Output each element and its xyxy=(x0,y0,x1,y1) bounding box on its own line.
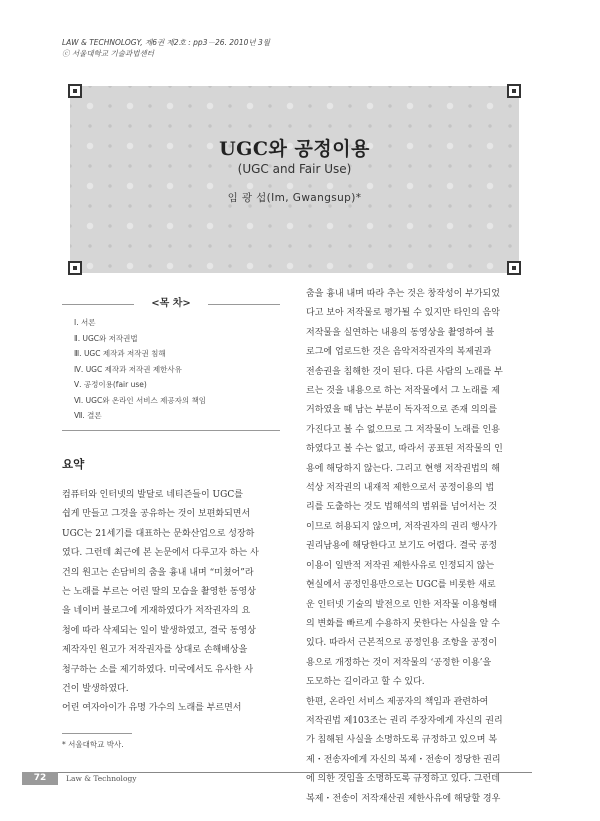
text-line: 도모하는 길이라고 할 수 있다. xyxy=(306,677,425,688)
text-line: 이므로 허용되지 않으며, 저작권자의 권리 행사가 xyxy=(306,521,498,532)
left-column-text xyxy=(62,486,284,719)
corner-ornament-icon xyxy=(68,84,82,98)
toc-item: Ⅱ. UGC와 저작권법 xyxy=(74,333,138,343)
corner-ornament-icon xyxy=(68,261,82,275)
text-line: 용으로 개정하는 것이 저작물의 ‘공정한 이용’을 xyxy=(306,657,492,668)
text-line: 석상 저작권의 내재적 제한으로서 공정이용의 법 xyxy=(306,483,495,494)
toc-divider xyxy=(62,430,280,431)
text-line: 쉽게 만들고 그것을 공유하는 것이 보편화되면서 xyxy=(62,509,251,520)
toc-heading: <목 차> xyxy=(151,298,191,309)
journal-citation: LAW & TECHNOLOGY, 제6권 제2호 : pp3－26. 2010년 3월 xyxy=(62,38,271,47)
text-line: 리를 도출하는 것도 법해석의 범위를 넘어서는 것 xyxy=(306,502,498,513)
right-column-text xyxy=(306,285,528,809)
toc-item: Ⅳ. UGC 제작과 저작권 제한사유 xyxy=(74,364,182,374)
text-line: 청구하는 소를 제기하였다. 미국에서도 유사한 사 xyxy=(62,664,254,675)
title-block xyxy=(70,86,519,273)
text-line: 컴퓨터와 인터넷의 발달로 네티즌들이 UGC를 xyxy=(62,490,243,500)
toc-item: Ⅴ. 공정이용(fair use) xyxy=(74,380,147,389)
toc-item: Ⅶ. 결론 xyxy=(74,411,102,420)
text-line: 는 노래를 부르는 어린 딸의 모습을 촬영한 동영상 xyxy=(62,587,256,598)
text-line: UGC는 21세기를 대표하는 문화산업으로 성장하 xyxy=(62,528,255,539)
text-line: 이용이 일반적 저작권 제한사유로 인정되지 않는 xyxy=(306,560,495,571)
toc-item: Ⅵ. UGC와 온라인 서비스 제공자의 책임 xyxy=(74,395,206,405)
abstract-heading: 요약 xyxy=(62,457,85,471)
text-line: 한편, 온라인 서비스 제공자의 책임과 관련하여 xyxy=(306,696,489,707)
text-line: 어린 여자아이가 유명 가수의 노래를 부르면서 xyxy=(62,703,242,714)
text-line: 의 변화를 빠르게 수용하지 못한다는 사실을 알 수 xyxy=(306,618,500,629)
text-line: 에 의한 것임을 소명하도록 규정하고 있다. 그런데 xyxy=(306,774,500,785)
text-line: 용에 해당하지 않는다. 그리고 현행 저작권법의 해 xyxy=(306,463,500,474)
text-line: 였다. 그런데 최근에 본 논문에서 다루고자 하는 사 xyxy=(62,548,259,559)
text-line: 을 네이버 블로그에 게재하였다가 저작권자의 요 xyxy=(62,606,251,617)
text-line: 청에 따라 삭제되는 일이 발생하였고, 결국 동영상 xyxy=(62,625,256,636)
article-author: 임 광 섭(Im, Gwangsup)* xyxy=(227,192,362,204)
article-subtitle: (UGC and Fair Use) xyxy=(237,162,352,176)
text-line: 있다. 따라서 근본적으로 공정인용 조항을 공정이 xyxy=(306,638,498,649)
corner-ornament-icon xyxy=(507,261,521,275)
journal-header xyxy=(62,37,270,59)
text-line: 하였다고 볼 수는 없고, 따라서 공표된 저작물의 인 xyxy=(306,444,503,455)
text-line: 거하였을 때 남는 부분이 독자적으로 존재 의의를 xyxy=(306,405,498,416)
article-title: UGC와 공정이용 xyxy=(219,138,370,160)
toc-divider xyxy=(208,304,280,305)
text-line: 건의 원고는 손담비의 춤을 흉내 내며 “미쳤어”라 xyxy=(62,567,254,578)
text-line: 춤을 흉내 내며 따라 추는 것은 창작성이 부가되었 xyxy=(306,289,500,299)
toc-item: Ⅲ. UGC 제작과 저작권 침해 xyxy=(74,349,166,358)
text-line: 저작물을 실연하는 내용의 동영상을 촬영하여 블 xyxy=(306,327,495,338)
page-number: 72 xyxy=(22,772,58,785)
text-line: 건이 발생하였다. xyxy=(62,684,129,695)
text-line: 르는 것을 내용으로 하는 저작물에서 그 노래를 제 xyxy=(306,386,500,397)
text-line: 저작권법 제103조는 권리 주장자에게 자신의 권리 xyxy=(306,715,503,726)
text-line: 다고 보아 저작물로 평가될 수 있지만 타인의 음악 xyxy=(306,308,500,319)
text-line: 권리남용에 해당한다고 보기도 어렵다. 결국 공정 xyxy=(306,541,498,552)
footer-journal-name: Law & Technology xyxy=(66,774,137,783)
footnote: * 서울대학교 박사. xyxy=(62,740,124,749)
text-line: 전송권을 침해한 것이 된다. 다른 사람의 노래를 부 xyxy=(306,366,503,377)
corner-ornament-icon xyxy=(507,84,521,98)
toc-heading-row xyxy=(62,297,280,311)
toc-item: Ⅰ. 서론 xyxy=(74,318,96,327)
text-line: 제・전송자에게 자신의 복제・전송이 정당한 권리 xyxy=(306,754,501,765)
text-line: 운 인터넷 기술의 발전으로 인한 저작물 이용형태 xyxy=(306,599,498,610)
toc-divider xyxy=(62,304,134,305)
text-line: 가 침해된 사실을 소명하도록 규정하고 있으며 복 xyxy=(306,735,498,746)
text-line: 가진다고 볼 수 없으므로 그 저작물이 노래를 인용 xyxy=(306,424,500,435)
footnote-divider xyxy=(62,733,132,734)
table-of-contents xyxy=(62,297,280,431)
toc-list xyxy=(62,315,280,424)
text-line: 현실에서 공정인용만으로는 UGC를 비롯한 새로 xyxy=(306,580,496,591)
journal-copyright: ⓒ 서울대학교 기술과법센터 xyxy=(62,49,154,58)
text-line: 제작자인 원고가 저작권자를 상대로 손해배상을 xyxy=(62,645,248,656)
text-line: 복제・전송이 저작재산권 제한사유에 해당할 경우 xyxy=(306,793,501,804)
text-line: 로그에 업로드한 것은 음악저작권자의 복제권과 xyxy=(306,347,492,358)
